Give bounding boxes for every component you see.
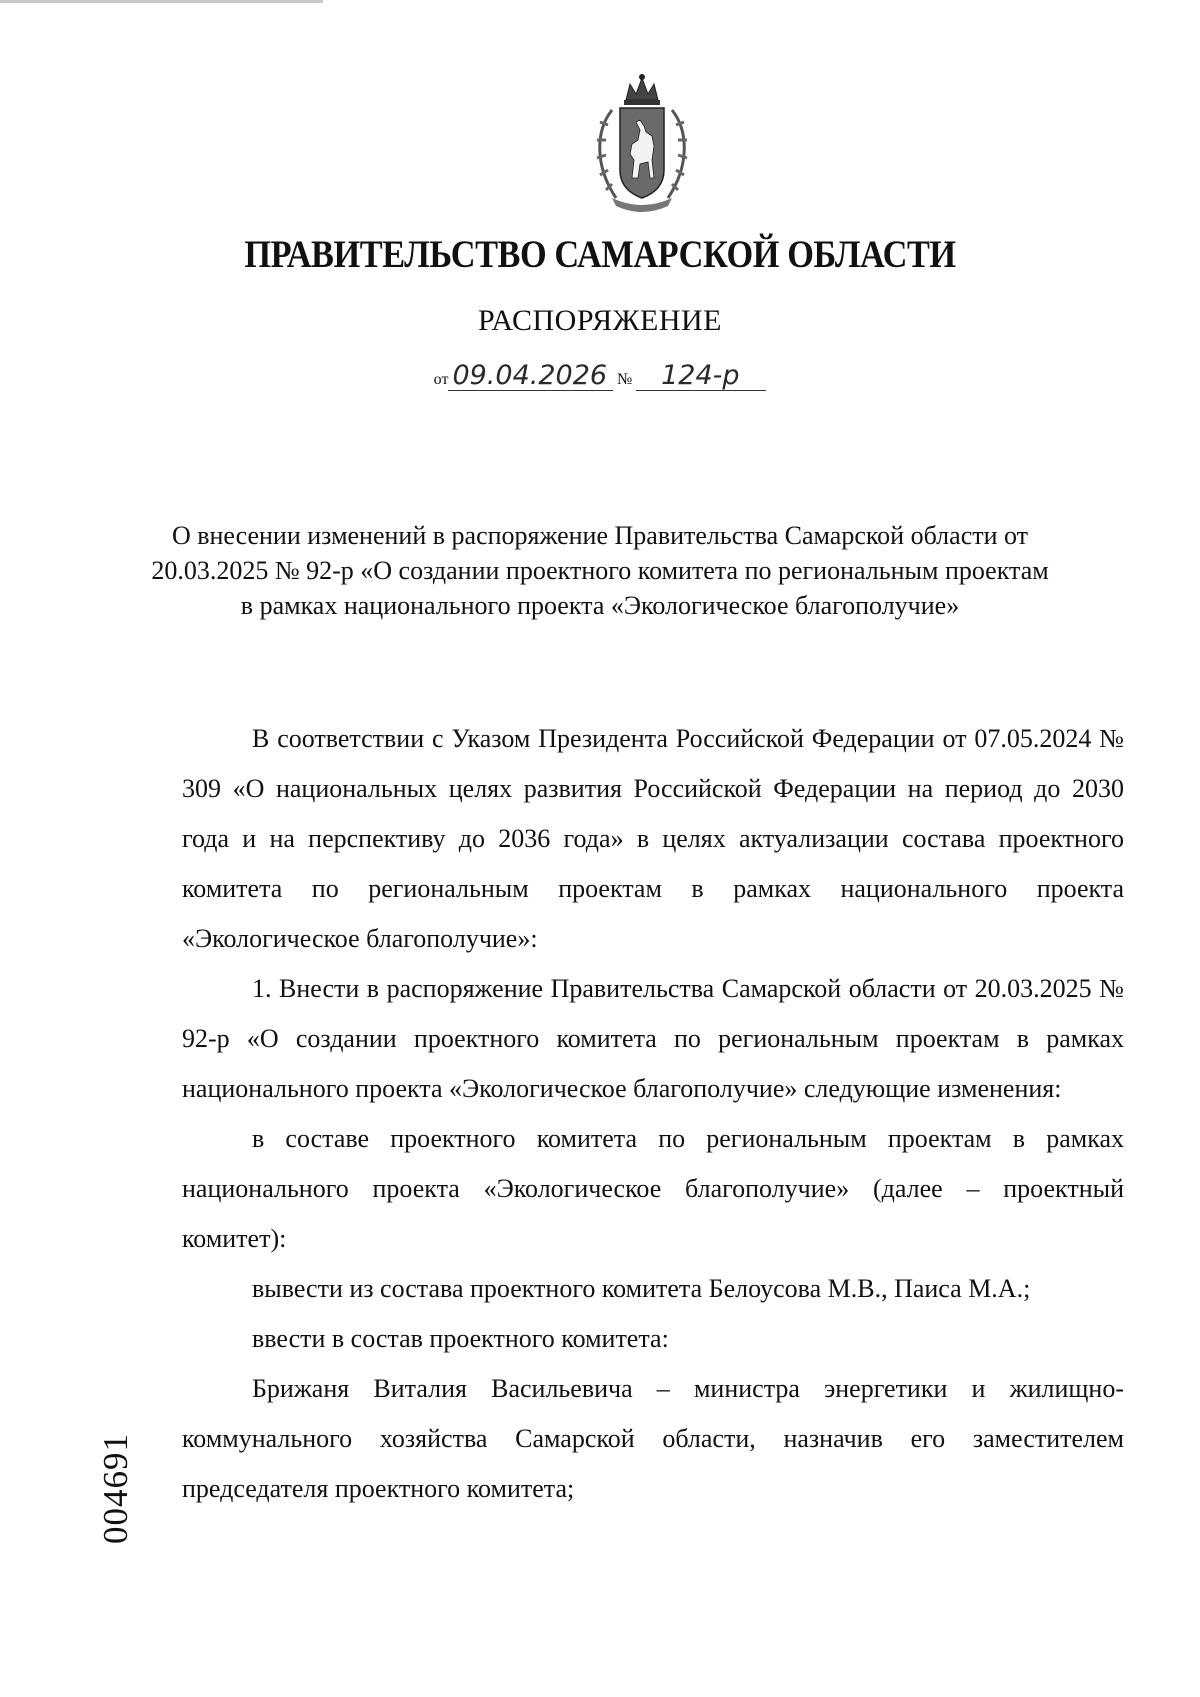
handwritten-number: 124-р [636, 362, 766, 391]
government-title: ПРАВИТЕЛЬСТВО САМАРСКОЙ ОБЛАСТИ [244, 233, 956, 276]
number-prefix: № [617, 371, 633, 388]
body-paragraph: 1. Внести в распоряжение Правительства Самарской области от 20.03.2025 № 92-р «О создании проектного комитета по региональным проектам в рамках национального проекта «Экологическое благополучие» следующие изменения: [182, 974, 1124, 1103]
handwritten-date: 09.04.2026 [448, 362, 613, 391]
registration-number: 004691 [96, 1433, 135, 1544]
date-number-line [0, 362, 1200, 391]
coat-of-arms-icon [582, 70, 702, 220]
body-paragraph: Брижаня Виталия Васильевича – министра энергетики и жилищно-коммунального хозяйства Самарской области, назначив его заместителем председателя проектного комитета; [182, 1374, 1124, 1503]
document-body [182, 714, 1124, 1514]
date-prefix: от [433, 371, 449, 388]
body-paragraph: ввести в состав проектного комитета: [252, 1324, 669, 1353]
body-paragraph: в составе проектного комитета по региональным проектам в рамках национального проекта «Экологическое благополучие» (далее – проектный комитет): [182, 1124, 1124, 1253]
document-subject: О внесении изменений в распоряжение Правительства Самарской области от 20.03.2025 № 92-р «О создании проектного комитета по региональным проектам в рамках национального проекта «Экологическое благополучие» [151, 521, 1049, 620]
scan-edge-mark [0, 0, 323, 3]
document-type: РАСПОРЯЖЕНИЕ [477, 304, 723, 337]
body-paragraph: В соответствии с Указом Президента Российской Федерации от 07.05.2024 № 309 «О национальных целях развития Российской Федерации на период до 2030 года и на перспективу до 2036 года» в целях актуализации состава проектного комитета по региональным проектам в рамках национального проекта «Экологическое благополучие»: [182, 724, 1124, 953]
body-paragraph: вывести из состава проектного комитета Белоусова М.В., Паиса М.А.; [252, 1274, 1031, 1303]
